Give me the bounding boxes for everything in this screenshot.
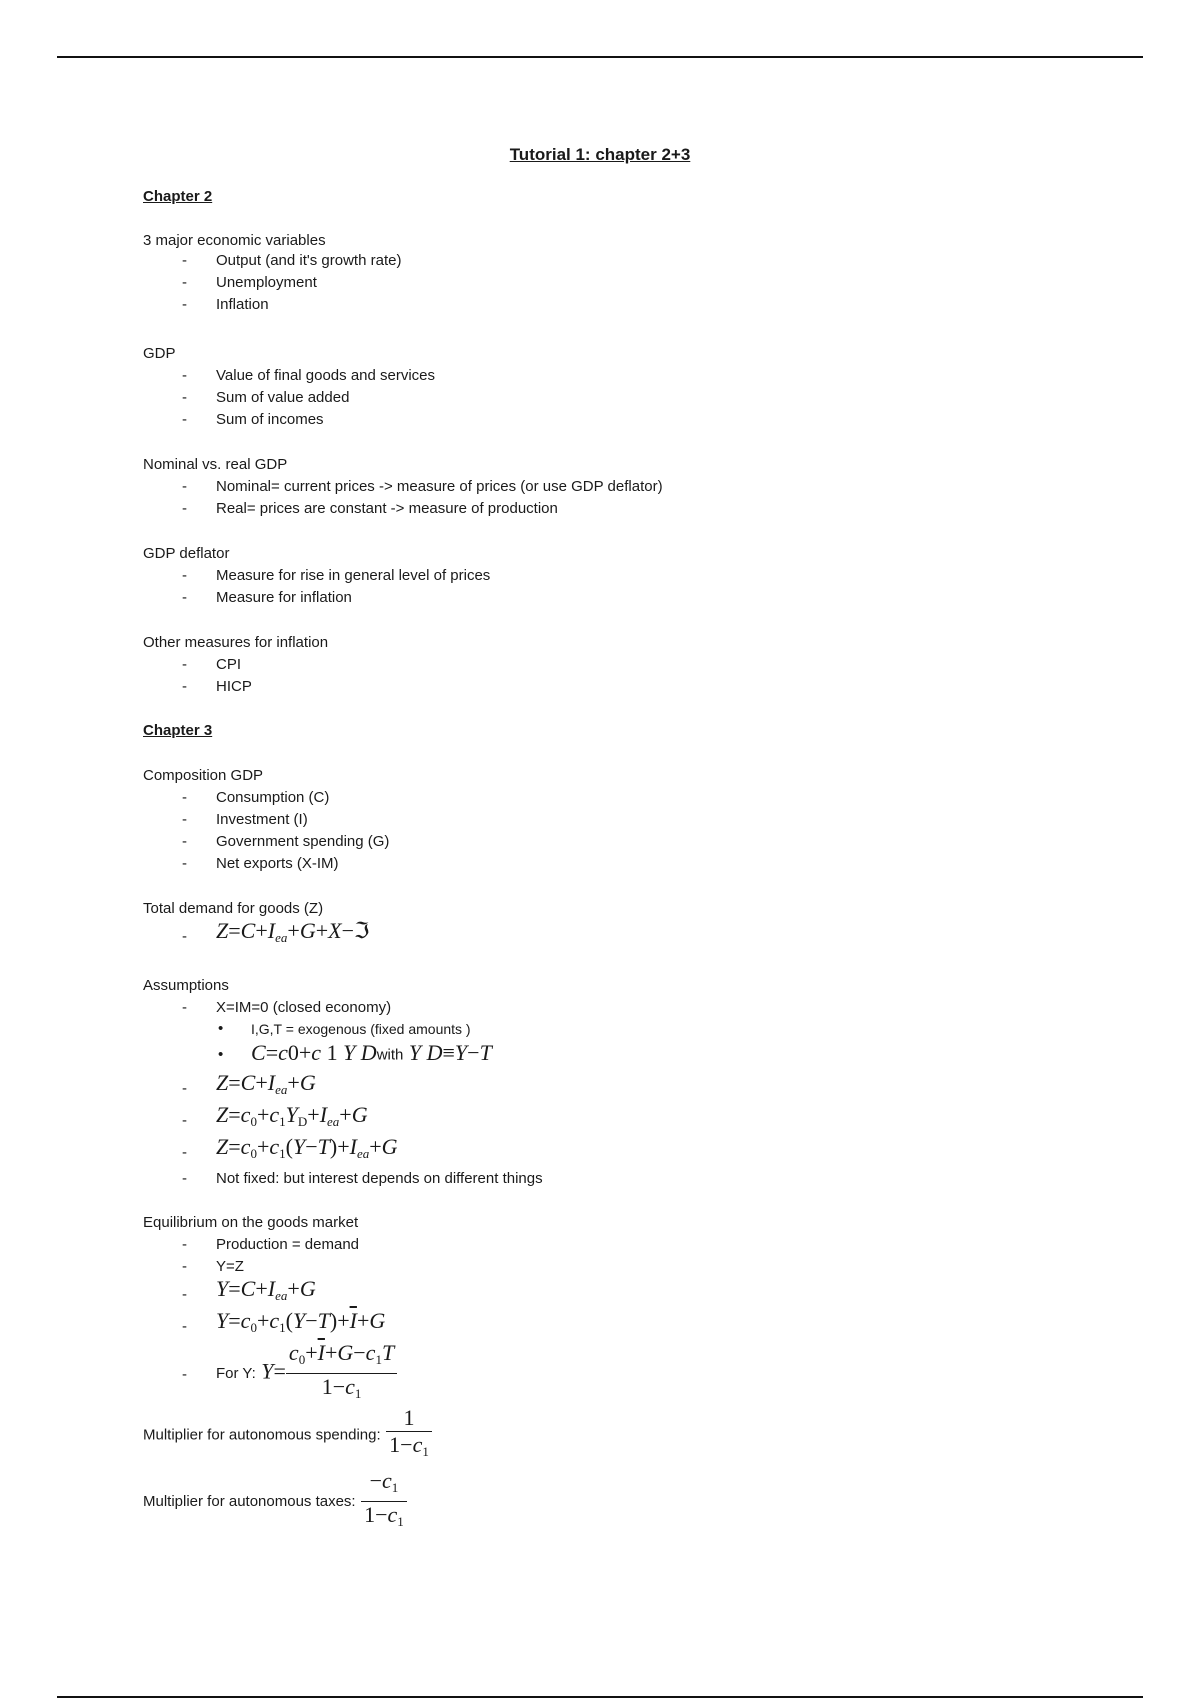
section-heading: Assumptions (143, 977, 229, 994)
document-title: Tutorial 1: chapter 2+3 (509, 145, 691, 164)
list-dash: - (182, 1236, 187, 1253)
section-heading: GDP deflator (143, 545, 230, 562)
list-item: Value of final goods and services (216, 367, 436, 384)
list-dash: - (182, 1144, 187, 1161)
list-dash: - (182, 1286, 187, 1303)
section-heading: 3 major economic variables (143, 232, 326, 249)
list-dash: - (182, 389, 187, 406)
list-dash: - (182, 678, 187, 695)
list-dash: - (182, 411, 187, 428)
multiplier-spending-label: Multiplier for autonomous spending: (143, 1426, 381, 1444)
section-heading: Other measures for inflation (143, 634, 329, 651)
list-item: Unemployment (216, 274, 317, 291)
list-item: Production = demand (216, 1236, 360, 1253)
section-heading: Total demand for goods (Z) (143, 900, 324, 917)
list-dash: - (182, 367, 187, 384)
list-item: Investment (I) (216, 811, 308, 828)
list-item: X=IM=0 (closed economy) (216, 999, 392, 1016)
section-heading: Composition GDP (143, 767, 264, 784)
chapter-2-heading: Chapter 2 (143, 188, 213, 205)
for-y-label: For Y: (216, 1365, 256, 1382)
list-item: CPI (216, 656, 242, 673)
list-item: Measure for inflation (216, 589, 352, 606)
bullet-icon: • (218, 1046, 224, 1063)
with-label: with (376, 1046, 404, 1064)
bottom-rule (57, 1696, 1143, 1698)
bullet-icon: • (218, 1020, 224, 1037)
equilibrium-equation-1: $Y=C+I_{ea}+G$ (216, 1276, 316, 1303)
list-dash: - (182, 1258, 187, 1275)
section-heading: Equilibrium on the goods market (143, 1214, 359, 1231)
list-dash: - (182, 500, 187, 517)
list-item: Inflation (216, 296, 269, 313)
list-dash: - (182, 1366, 187, 1383)
total-demand-equation: $Z=C+I_{ea}+G+X-ℑ$ (216, 918, 370, 945)
list-dash: - (182, 478, 187, 495)
list-item: Not fixed: but interest depends on different things (216, 1170, 543, 1187)
list-item: Output (and it's growth rate) (216, 252, 402, 269)
list-dash: - (182, 567, 187, 584)
list-item: HICP (216, 678, 252, 695)
list-item: Net exports (X-IM) (216, 855, 339, 872)
consumption-equation: C=c0+c 1 Y Dwith Y D≡Y−T (251, 1040, 492, 1065)
demand-equation-3: $Z=c_0+c_1(Y-T)+I_{ea}+G$ (216, 1134, 398, 1161)
list-item: Real= prices are constant -> measure of production (216, 500, 558, 517)
multiplier-spending: Multiplier for autonomous spending: $\frac{1}{1-c_1}$ (143, 1405, 432, 1465)
list-dash: - (182, 252, 187, 269)
list-dash: - (182, 274, 187, 291)
equilibrium-solution: For Y: Y= $\frac{c_0+\overline{I}+G-c_1T}{1-c_1}$ (216, 1340, 397, 1407)
list-dash: - (182, 1112, 187, 1129)
list-dash: - (182, 855, 187, 872)
chapter-3-heading: Chapter 3 (143, 722, 213, 739)
list-dash: - (182, 1318, 187, 1335)
demand-equation-2: $Z=c_0+c_1Y_D+I_{ea}+G$ (216, 1102, 368, 1129)
list-item: Consumption (C) (216, 789, 330, 806)
section-heading: Nominal vs. real GDP (143, 456, 288, 473)
list-item: Sum of value added (216, 389, 350, 406)
list-dash: - (182, 1080, 187, 1097)
list-dash: - (182, 1170, 187, 1187)
list-item: Government spending (G) (216, 833, 390, 850)
list-dash: - (182, 589, 187, 606)
list-dash: - (182, 789, 187, 806)
multiplier-taxes: Multiplier for autonomous taxes: $\frac{-c_1}{1-c_1}$ (143, 1468, 407, 1535)
demand-equation-1: $Z=C+I_{ea}+G$ (216, 1070, 316, 1097)
list-dash: - (182, 656, 187, 673)
list-dash: - (182, 296, 187, 313)
list-item: Y=Z (216, 1258, 244, 1275)
list-item: Nominal= current prices -> measure of prices (or use GDP deflator) (216, 478, 663, 495)
equilibrium-equation-2: $Y=c_0+c_1(Y-T)+\overline{I}+G$ (216, 1308, 386, 1335)
list-dash: - (182, 811, 187, 828)
list-dash: - (182, 833, 187, 850)
sub-item: I,G,T = exogenous (fixed amounts ) (251, 1021, 471, 1037)
section-heading: GDP (143, 345, 176, 362)
list-dash: - (182, 999, 187, 1016)
multiplier-taxes-label: Multiplier for autonomous taxes: (143, 1493, 356, 1510)
list-dash: - (182, 928, 187, 945)
list-item: Sum of incomes (216, 411, 324, 428)
list-item: Measure for rise in general level of prices (216, 567, 491, 584)
